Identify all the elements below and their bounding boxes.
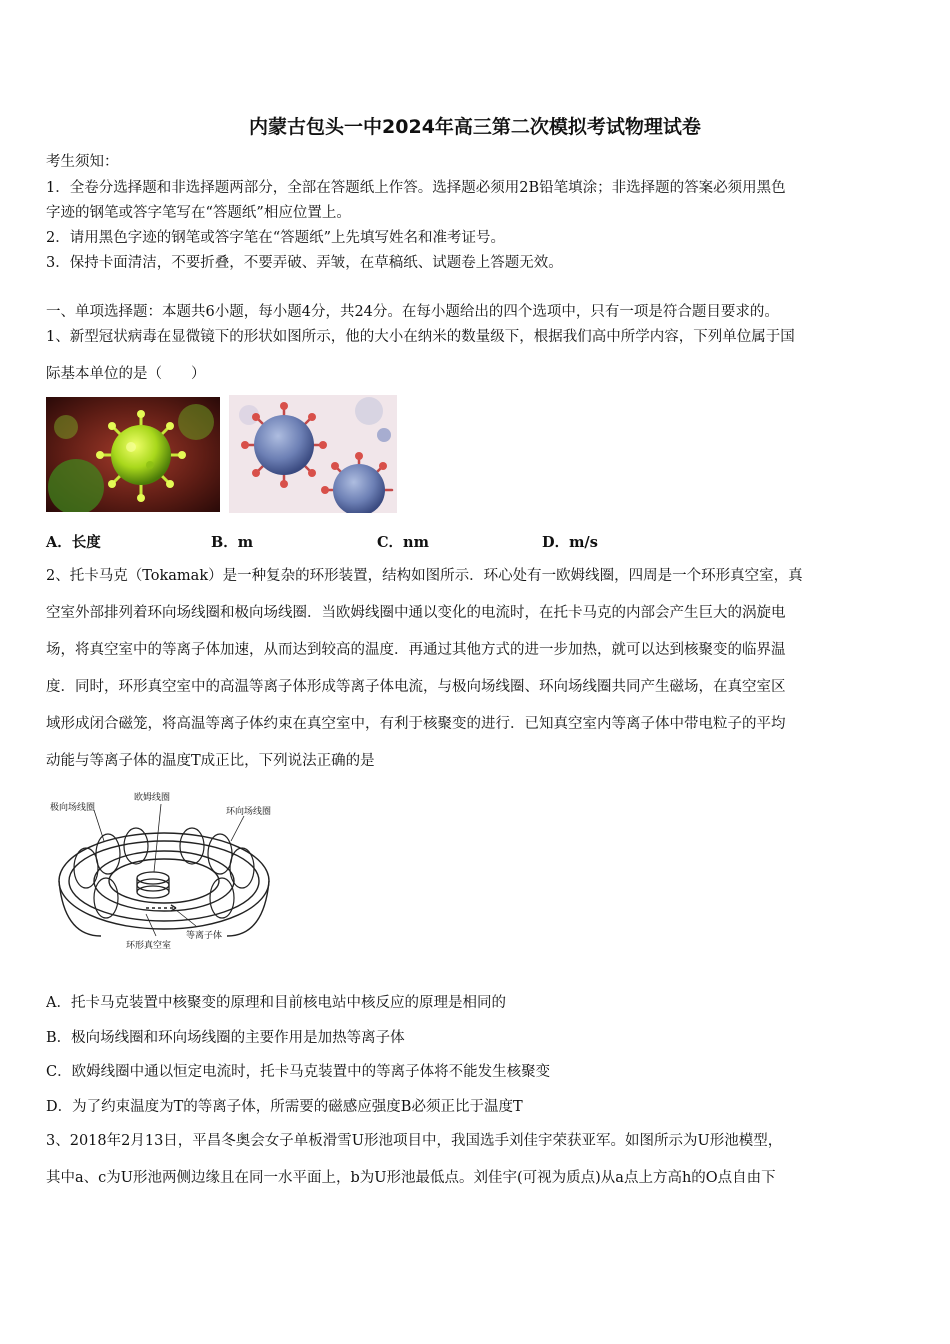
question-2-text: 度．同时，环形真空室中的高温等离子体形成等离子体电流，与极向场线圈、环向场线圈共同产生磁场，在真空室区 — [46, 679, 786, 695]
question-2-option-a: A．托卡马克装置中核聚变的原理和目前核电站中核反应的原理是相同的 — [46, 995, 506, 1011]
label-poloidal-coil: 极向场线圈 — [50, 803, 96, 813]
question-3-text: 3、2018年2月13日，平昌冬奥会女子单板滑雪U形池项目中，我国选手刘佳宇荣获亚军。如图所示为U形池模型， — [46, 1133, 783, 1149]
virus-image-green — [46, 397, 220, 512]
question-3-text: 其中a、c为U形池两侧边缘且在同一水平面上，b为U形池最低点。刘佳宇(可视为质点)从a点上方高h的O点自由下 — [46, 1170, 776, 1186]
option-b: B．m — [211, 534, 254, 551]
option-d: D．m/s — [542, 534, 598, 551]
question-2-text: 域形成闭合磁笼，将高温等离子体约束在真空室中，有利于核聚变的进行．已知真空室内等离子体中带电粒子的平均 — [46, 716, 786, 732]
question-1-text: 际基本单位的是（ ） — [46, 366, 206, 382]
option-c: C．nm — [377, 534, 429, 551]
notice-line: 字迹的钢笔或答字笔写在“答题纸”相应位置上。 — [46, 205, 351, 221]
question-2-text: 空室外部排列着环向场线圈和极向场线圈．当欧姆线圈中通以变化的电流时，在托卡马克的内部会产生巨大的涡旋电 — [46, 605, 786, 621]
question-2-text: 场，将真空室中的等离子体加速，从而达到较高的温度．再通过其他方式的进一步加热，就可以达到核聚变的临界温 — [46, 642, 786, 658]
virus-image-blue — [229, 395, 397, 513]
question-2-text: 动能与等离子体的温度T成正比，下列说法正确的是 — [46, 753, 375, 769]
label-toroidal-coil: 环向场线圈 — [226, 807, 272, 817]
label-plasma: 等离子体 — [186, 931, 223, 941]
question-2-option-b: B．极向场线圈和环向场线圈的主要作用是加热等离子体 — [46, 1030, 405, 1046]
notice-line: 2．请用黑色字迹的钢笔或答字笔在“答题纸”上先填写姓名和准考证号。 — [46, 230, 506, 246]
question-2-option-c: C．欧姆线圈中通以恒定电流时，托卡马克装置中的等离子体将不能发生核聚变 — [46, 1064, 551, 1080]
question-2-option-d: D．为了约束温度为T的等离子体，所需要的磁感应强度B必须正比于温度T — [46, 1099, 523, 1115]
section-heading: 一、单项选择题：本题共6小题，每小题4分，共24分。在每小题给出的四个选项中，只有一项是符合题目要求的。 — [46, 304, 779, 320]
question-1-text: 1、新型冠状病毒在显微镜下的形状如图所示，他的大小在纳米的数量级下，根据我们高中所学内容，下列单位属于国 — [46, 329, 795, 345]
notice-line: 3．保持卡面清洁，不要折叠，不要弄破、弄皱，在草稿纸、试题卷上答题无效。 — [46, 255, 563, 271]
question-2-text: 2、托卡马克（Tokamak）是一种复杂的环形装置，结构如图所示．环心处有一欧姆线圈，四周是一个环形真空室，真 — [46, 568, 803, 584]
tokamak-diagram — [46, 786, 282, 952]
notice-line: 1．全卷分选择题和非选择题两部分，全部在答题纸上作答。选择题必须用2B铅笔填涂；非选择题的答案必须用黑色 — [46, 180, 786, 196]
label-ohmic-coil: 欧姆线圈 — [134, 793, 171, 803]
notice-heading: 考生须知： — [46, 154, 119, 170]
option-a: A．长度 — [46, 534, 101, 551]
page-title: 内蒙古包头一中2024年高三第二次模拟考试物理试卷 — [249, 116, 701, 138]
label-vacuum-chamber: 环形真空室 — [126, 941, 172, 951]
